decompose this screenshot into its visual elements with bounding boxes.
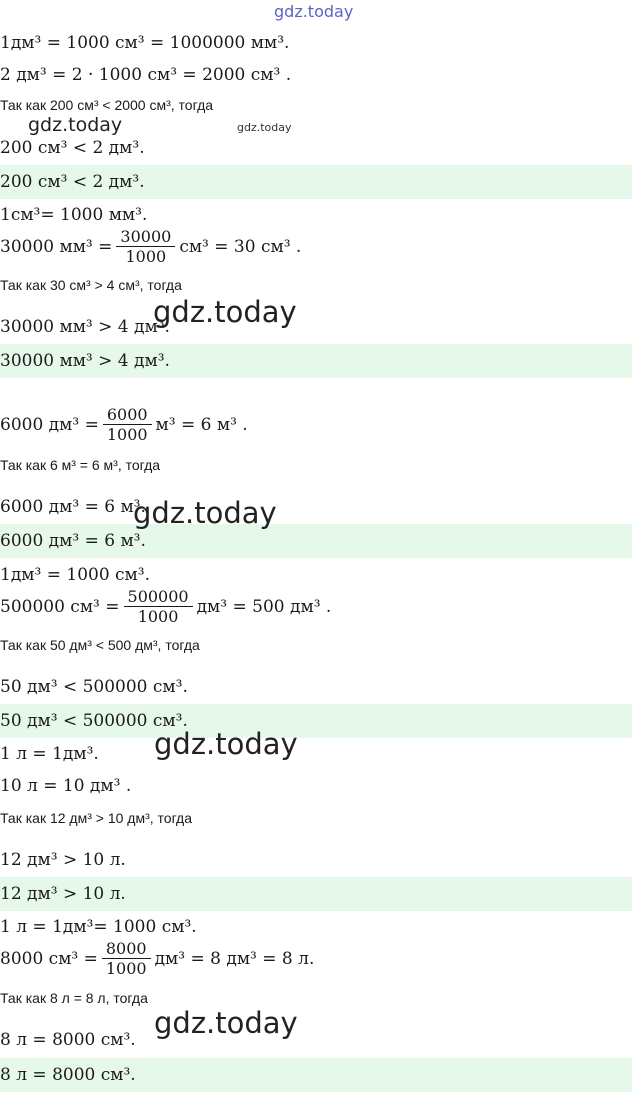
fraction-denominator: 1000 xyxy=(137,607,179,626)
watermark: gdz.today xyxy=(28,114,123,136)
answer-line: 12 дм³ > 10 л. xyxy=(0,884,126,904)
answer-line: 50 дм³ < 500000 см³. xyxy=(0,711,188,731)
answer-line: 6000 дм³ = 6 м³. xyxy=(0,531,146,551)
watermark: gdz.today xyxy=(153,295,297,329)
reasoning-line: Так как 8 л = 8 л, тогда xyxy=(0,990,148,1006)
equation-line: 1 л = 1дм³. xyxy=(0,744,99,764)
equation-line: 200 см³ < 2 дм³. xyxy=(0,138,145,158)
watermark: gdz.today xyxy=(133,496,277,530)
equation-line: 1см³= 1000 мм³. xyxy=(0,205,148,225)
fraction-denominator: 1000 xyxy=(125,247,167,266)
fraction-equation xyxy=(0,406,248,445)
fraction-denominator: 1000 xyxy=(106,425,148,444)
reasoning-line: Так как 30 см³ > 4 см³, тогда xyxy=(0,277,182,293)
fraction-numerator: 30000 xyxy=(116,228,175,247)
equation-right: см³ = 30 см³ . xyxy=(179,237,302,257)
watermark: gdz.today xyxy=(154,727,298,761)
equation-line: 1дм³ = 1000 см³. xyxy=(0,565,151,585)
reasoning-line: Так как 200 см³ < 2000 см³, тогда xyxy=(0,97,214,113)
fraction xyxy=(103,406,152,445)
equation-line: 12 дм³ > 10 л. xyxy=(0,850,126,870)
fraction-equation xyxy=(0,228,301,267)
equation-line: 50 дм³ < 500000 см³. xyxy=(0,677,188,697)
answer-line: 30000 мм³ > 4 дм³. xyxy=(0,351,170,371)
reasoning-line: Так как 6 м³ = 6 м³, тогда xyxy=(0,457,161,473)
equation-left: 6000 дм³ = xyxy=(0,415,99,435)
answer-line: 8 л = 8000 см³. xyxy=(0,1065,136,1085)
equation-line: 1 л = 1дм³= 1000 см³. xyxy=(0,917,197,937)
watermark: gdz.today xyxy=(237,121,292,134)
fraction-equation xyxy=(0,588,331,627)
equation-right: м³ = 6 м³ . xyxy=(155,415,248,435)
fraction xyxy=(102,940,151,979)
reasoning-line: Так как 50 дм³ < 500 дм³, тогда xyxy=(0,637,200,653)
equation-line: 1дм³ = 1000 см³ = 1000000 мм³. xyxy=(0,33,290,53)
fraction xyxy=(124,588,193,627)
fraction-numerator: 6000 xyxy=(103,406,152,425)
equation-left: 500000 см³ = xyxy=(0,597,120,617)
equation-left: 8000 см³ = xyxy=(0,949,98,969)
equation-line: 8 л = 8000 см³. xyxy=(0,1030,136,1050)
fraction-equation xyxy=(0,940,314,979)
watermark: gdz.today xyxy=(274,2,354,21)
equation-right: дм³ = 8 дм³ = 8 л. xyxy=(154,949,315,969)
answer-line: 200 см³ < 2 дм³. xyxy=(0,172,145,192)
equation-line: 30000 мм³ > 4 дм³. xyxy=(0,317,170,337)
equation-left: 30000 мм³ = xyxy=(0,237,113,257)
equation-line: 6000 дм³ = 6 м³. xyxy=(0,497,146,517)
equation-line: 10 л = 10 дм³ . xyxy=(0,776,132,796)
equation-right: дм³ = 500 дм³ . xyxy=(196,597,332,617)
watermark: gdz.today xyxy=(154,1006,298,1040)
fraction-numerator: 500000 xyxy=(124,588,193,607)
fraction xyxy=(116,228,175,267)
reasoning-line: Так как 12 дм³ > 10 дм³, тогда xyxy=(0,810,193,826)
equation-line: 2 дм³ = 2 · 1000 см³ = 2000 см³ . xyxy=(0,65,292,85)
fraction-denominator: 1000 xyxy=(105,959,147,978)
fraction-numerator: 8000 xyxy=(102,940,151,959)
